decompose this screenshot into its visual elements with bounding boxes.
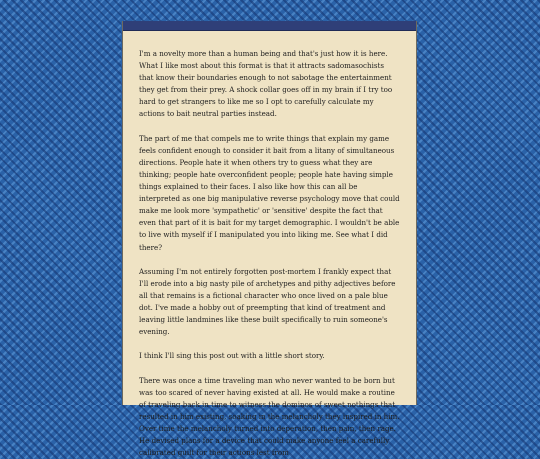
post-body: [123, 31, 416, 459]
post-paragraph-1: I'm a novelty more than a human being and that's just how it is here. What I like most about this format is that it attracts sadomasochists that know their boundaries enough to not sabotage the entertainment they get from their prey. A shock collar goes off in my brain if I try too hard to get strangers to like me so I opt to carefully calculate my actions to bait neutral parties instead.: [139, 49, 393, 119]
post-column: [122, 21, 417, 458]
post-paragraph-4: I think I'll sing this post out with a little short story.: [139, 351, 325, 361]
post-paragraph-2: The part of me that compels me to write things that explain my game feels confident enough to consider it bait from a litany of simultaneous directions. People hate it when others try to guess what they are thinking; people hate overconfident people; people hate having simple things explained to their faces. I also like how this can all be interpreted as one big manipulative reverse psychology move that could make me look more 'sympathetic' or 'sensitive' despite the fact that even that part of it is bait for my target demographic. I wouldn't be able to live with myself if I manipulated you into liking me. See what I did there?: [139, 133, 400, 252]
post-paragraph-3: Assuming I'm not entirely forgotten post-mortem I frankly expect that I'll erode into a big nasty pile of archetypes and pithy adjectives before all that remains is a fictional character who once lived on a pale blue dot. I've made a hobby out of preempting that kind of treatment and leaving little landmines like these built specifically to ruin someone's evening.: [139, 266, 396, 337]
post-header-bar: [123, 21, 416, 31]
post-paragraph-5: There was once a time traveling man who never wanted to be born but was too scared of never having existed at all. He would make a routine of traveling back in time to witness the dominos of sweet nothings that resulted in him existing, soaking in the melancholy they inspired in him. Over time the melancholy turned into deperation, then pain, then rage. He devised plans for a device that could make anyone feel a carefully calibrated guilt for their actions lest from: [139, 375, 400, 458]
